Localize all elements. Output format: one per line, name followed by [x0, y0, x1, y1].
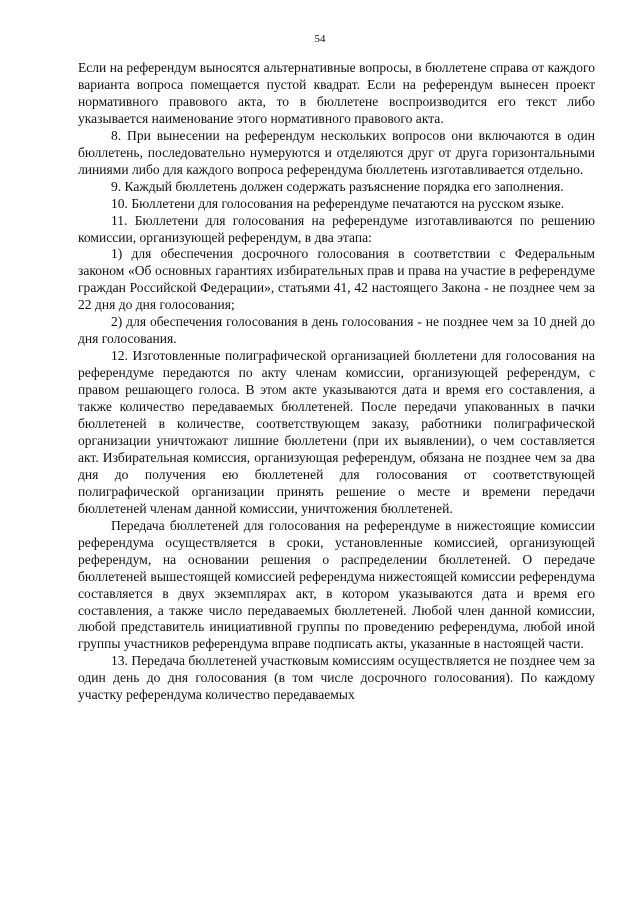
paragraph-item-11: 11. Бюллетени для голосования на референдуме изготавливаются по решению комиссии, организующей референдум, в два этапа: [78, 212, 595, 245]
page-body [78, 60, 595, 704]
paragraph-item-12: 12. Изготовленные полиграфической организацией бюллетени для голосования на референдуме передаются по акту членам комиссии, организующей референдум, с правом решающего голоса. В этом акте указываются дата и время его составления, а также количество передаваемых бюллетеней. После передачи упакованных в пачки бюллетеней в количестве, соответствующем заказу, работники полиграфической организации уничтожают лишние бюллетени (при их выявлении), о чем составляется акт. Избирательная комиссия, организующая референдум, обязана не позднее чем за два дня до получения ею бюллетеней для голосования от соответствующей полиграфической организации принять решение о месте и времени передачи бюллетеней членам данной комиссии, уничтожения бюллетеней. [78, 348, 595, 516]
paragraph-item-12-transfer: Передача бюллетеней для голосования на референдуме в нижестоящие комиссии референдума осуществляется в сроки, установленные комиссией, организующей референдум, на основании решения о распределении бюллетеней. О передаче бюллетеней вышестоящей комиссией референдума нижестоящей комиссии референдума составляется в двух экземплярах акт, в котором указываются дата и время его составления, а также число передаваемых бюллетеней. Любой член данной комиссии, любой представитель инициативной группы по проведению референдума, любой иной группы участников референдума вправе подписать акты, указанные в настоящей части. [78, 517, 595, 652]
paragraph-item-10: 10. Бюллетени для голосования на референдуме печатаются на русском языке. [111, 195, 565, 211]
paragraph-item-11-sub-2: 2) для обеспечения голосования в день голосования - не позднее чем за 10 дней до дня голосования. [78, 314, 595, 347]
paragraph-item-8: 8. При вынесении на референдум нескольких вопросов они включаются в один бюллетень, последовательно нумеруются и отделяются друг от друга горизонтальными линиями либо для каждого вопроса референдума бюллетень изготавливается отдельно. [78, 127, 595, 177]
paragraph-item-11-sub-1: 1) для обеспечения досрочного голосования в соответствии с Федеральным законом «Об основных гарантиях избирательных прав и права на участие в референдуме граждан Российской Федерации», статьями 41, 42 настоящего Закона - не позднее чем за 22 дня до дня голосования; [78, 246, 595, 313]
page-number: 54 [314, 33, 326, 45]
paragraph-item-9: 9. Каждый бюллетень должен содержать разъяснение порядка его заполнения. [111, 178, 564, 194]
paragraph-continuation: Если на референдум выносятся альтернативные вопросы, в бюллетене справа от каждого варианта вопроса помещается пустой квадрат. Если на референдум вынесен проект нормативного правового акта, то в бюллетене воспроизводится его текст либо указывается наименование этого нормативного правового акта. [78, 60, 595, 126]
paragraph-item-13: 13. Передача бюллетеней участковым комиссиям осуществляется не позднее чем за один день до дня голосования (в том числе досрочного голосования). По каждому участку референдума количество передаваемых [78, 653, 595, 703]
